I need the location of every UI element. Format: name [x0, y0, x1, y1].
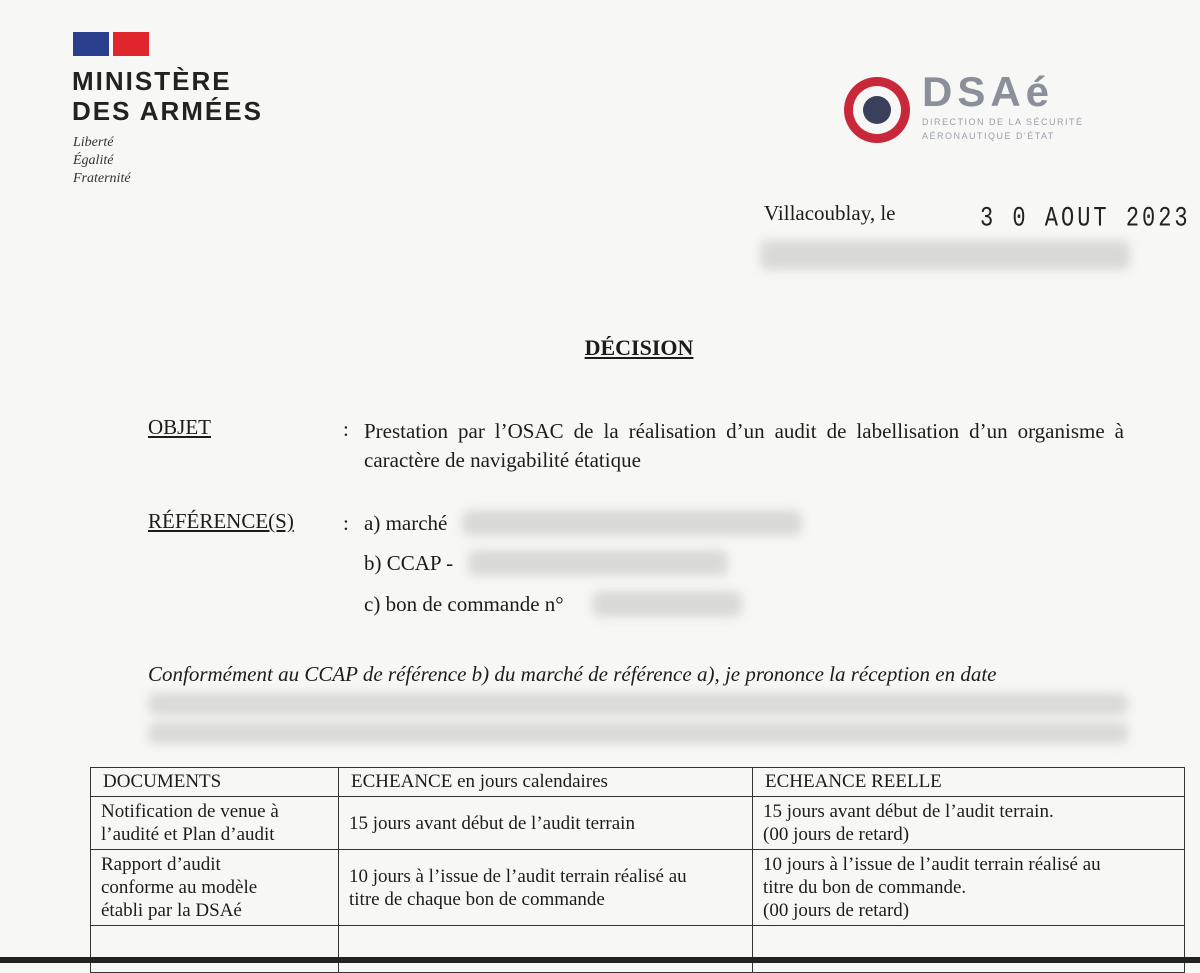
place-label: Villacoublay, le — [764, 201, 896, 225]
references-label: RÉFÉRENCE(S) — [148, 509, 294, 533]
header-echeance: ECHEANCE en jours calendaires — [339, 768, 753, 797]
motto-liberte: Liberté — [73, 135, 114, 150]
cell-echeance — [339, 850, 753, 926]
cell-line: (00 jours de retard) — [763, 824, 910, 845]
objet-colon: : — [343, 417, 349, 441]
references-colon: : — [343, 511, 349, 535]
reference-item-b: b) CCAP - — [364, 551, 454, 575]
reference-item-a: a) marché — [364, 511, 448, 535]
cell-line: établi par la DSAé — [101, 900, 242, 921]
dsae-logo-text: DSAé — [922, 68, 1055, 115]
cell-echeance-reelle — [753, 850, 1185, 926]
header-documents: DOCUMENTS — [91, 768, 339, 797]
redacted-reference-line — [760, 240, 1130, 270]
documents-table — [90, 767, 1185, 973]
dsae-subtitle-line1: DIRECTION DE LA SÉCURITÉ — [922, 117, 1084, 127]
redacted-bon-de-commande — [592, 591, 742, 617]
flag-blue-stripe — [73, 32, 109, 56]
ministry-name-line1: MINISTÈRE — [72, 66, 232, 96]
redacted-ccap — [468, 550, 728, 576]
dsae-subtitle-line2: AÉRONAUTIQUE D'ÉTAT — [922, 131, 1055, 141]
cell-line: 10 jours à l’issue de l’audit terrain réalisé au — [763, 854, 1101, 875]
table-row — [91, 850, 1185, 926]
objet-label: OBJET — [148, 415, 211, 439]
scan-bottom-edge — [0, 957, 1200, 963]
cell-line: Notification de venue à — [101, 801, 279, 822]
dsae-roundel-icon — [842, 75, 912, 145]
header-echeance-reelle: ECHEANCE REELLE — [753, 768, 1185, 797]
redacted-paragraph-line2 — [148, 722, 1128, 744]
document-title: DÉCISION — [584, 335, 694, 360]
cell-empty — [753, 926, 1185, 973]
cell-document — [91, 850, 339, 926]
cell-line: titre du bon de commande. — [763, 877, 967, 898]
cell-empty — [339, 926, 753, 973]
motto-fraternite: Fraternité — [73, 171, 131, 186]
objet-text: Prestation par l’OSAC de la réalisation d’un audit de labellisation d’un organisme à caractère de navigabilité étatique — [364, 419, 1124, 472]
redacted-paragraph-line1 — [148, 693, 1128, 715]
table-row-cut-off — [91, 926, 1185, 973]
table-row — [91, 797, 1185, 850]
cell-empty — [91, 926, 339, 973]
cell-line: 10 jours à l’issue de l’audit terrain réalisé au — [349, 865, 687, 887]
cell-echeance-reelle — [753, 797, 1185, 850]
redacted-marche — [462, 510, 802, 536]
flag-red-stripe — [113, 32, 149, 56]
cell-line: (00 jours de retard) — [763, 900, 910, 921]
table-header-row — [91, 768, 1185, 797]
cell-line: titre de chaque bon de commande — [349, 888, 605, 910]
cell-echeance — [339, 797, 753, 850]
motto-egalite: Égalité — [73, 153, 114, 168]
ministry-name-line2: DES ARMÉES — [72, 96, 263, 126]
date-stamp: 3 0 AOUT 2023 — [980, 203, 1191, 235]
cell-line: Rapport d’audit — [101, 854, 221, 875]
cell-line: l’audité et Plan d’audit — [101, 824, 275, 845]
cell-line: 15 jours avant début de l’audit terrain. — [763, 801, 1054, 822]
intro-paragraph: Conformément au CCAP de référence b) du marché de référence a), je prononce la réception en date — [148, 662, 997, 686]
reference-item-c: c) bon de commande n° — [364, 592, 564, 616]
cell-line: conforme au modèle — [101, 877, 258, 898]
cell-document — [91, 797, 339, 850]
cell-line: 15 jours avant début de l’audit terrain — [349, 812, 635, 834]
